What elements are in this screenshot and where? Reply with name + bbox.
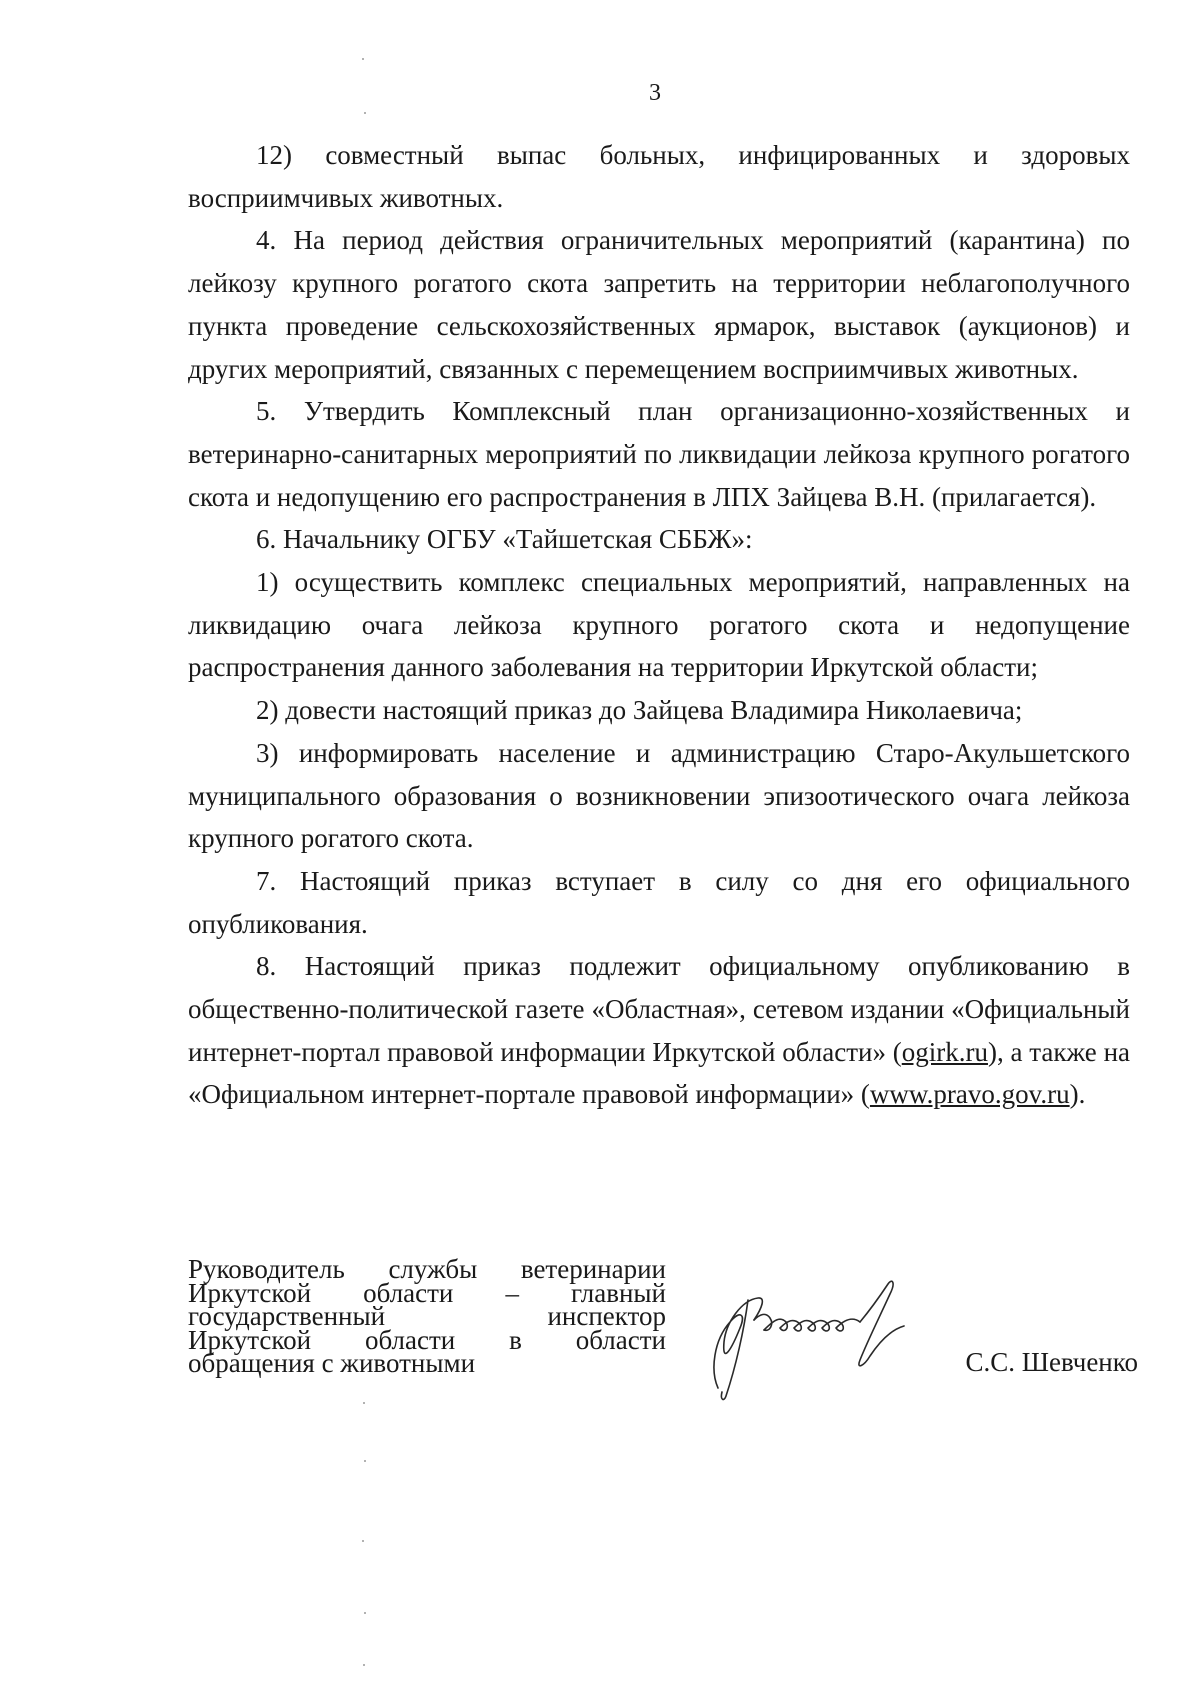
scan-artifact — [363, 1664, 365, 1666]
paragraph-8-text-2: ), а также на «Официальном интернет-портале правовой информации» ( — [188, 1036, 1130, 1110]
paragraph-7: 7. Настоящий приказ вступает в силу со дня его официального опубликования. — [188, 865, 1130, 939]
link-pravo[interactable]: www.pravo.gov.ru — [869, 1079, 1070, 1110]
scan-artifact — [362, 58, 364, 60]
paragraph-item-12: 12) совместный выпас больных, инфицированных и здоровых восприимчивых животных. — [188, 140, 1130, 213]
page-number: 3 — [649, 80, 661, 106]
paragraph-6-item-1: 1) осуществить комплекс специальных мероприятий, направленных на ликвидацию очага лейкоза крупного рогатого скота и недопущение распространения данного заболевания на территории Иркутской области; — [188, 567, 1130, 683]
paragraph-6-item-2: 2) довести настоящий приказ до Зайцева Владимира Николаевича; — [256, 695, 1023, 726]
document-body — [188, 134, 1130, 1116]
signer-name: С.С. Шевченко — [965, 1347, 1138, 1377]
signatory-position — [188, 1254, 666, 1378]
paragraph-5: 5. Утвердить Комплексный план организационно-хозяйственных и ветеринарно-санитарных мероприятий по ликвидации лейкоза крупного рогатого скота и недопущению его распространения в ЛПХ Зайцева В.Н. (прилагается). — [188, 396, 1130, 512]
paragraph-8 — [188, 945, 1130, 1116]
signatory-position-line: государственный инспектор — [188, 1301, 666, 1331]
signatory-position-line: обращения с животными — [188, 1348, 476, 1378]
signatory-position-line: Руководитель службы ветеринарии — [188, 1254, 666, 1284]
scan-artifact — [362, 1540, 364, 1542]
paragraph-6-item-3: 3) информировать население и администрацию Старо-Акульшетского муниципального образования о возникновении эпизоотического очага лейкоза крупного рогатого скота. — [188, 737, 1130, 854]
scan-artifact — [364, 112, 366, 114]
link-ogirk[interactable]: ogirk.ru — [901, 1036, 988, 1067]
handwritten-signature — [700, 1270, 960, 1410]
paragraph-6: 6. Начальнику ОГБУ «Тайшетская СББЖ»: — [256, 524, 753, 555]
signatory-position-line: Иркутской области в области — [188, 1324, 666, 1355]
paragraph-4: 4. На период действия ограничительных мероприятий (карантина) по лейкозу крупного рогатого скота запретить на территории неблагополучного пункта проведение сельскохозяйственных ярмарок, выставок (аукционов) и других мероприятий, связанных с перемещением восприимчивых животных. — [188, 225, 1130, 384]
paragraph-8-text-3: ). — [1069, 1079, 1086, 1110]
scan-artifact — [364, 1460, 366, 1462]
signatory-position-line: Иркутской области – главный — [188, 1277, 666, 1308]
scan-artifact — [363, 1402, 365, 1404]
paragraph-8-text-1: 8. Настоящий приказ подлежит официальному опубликованию в общественно-политической газете «Областная», сетевом издании «Официальный интернет-портал правовой информации Иркутской области» ( — [188, 951, 1130, 1067]
scan-artifact — [364, 1612, 366, 1614]
